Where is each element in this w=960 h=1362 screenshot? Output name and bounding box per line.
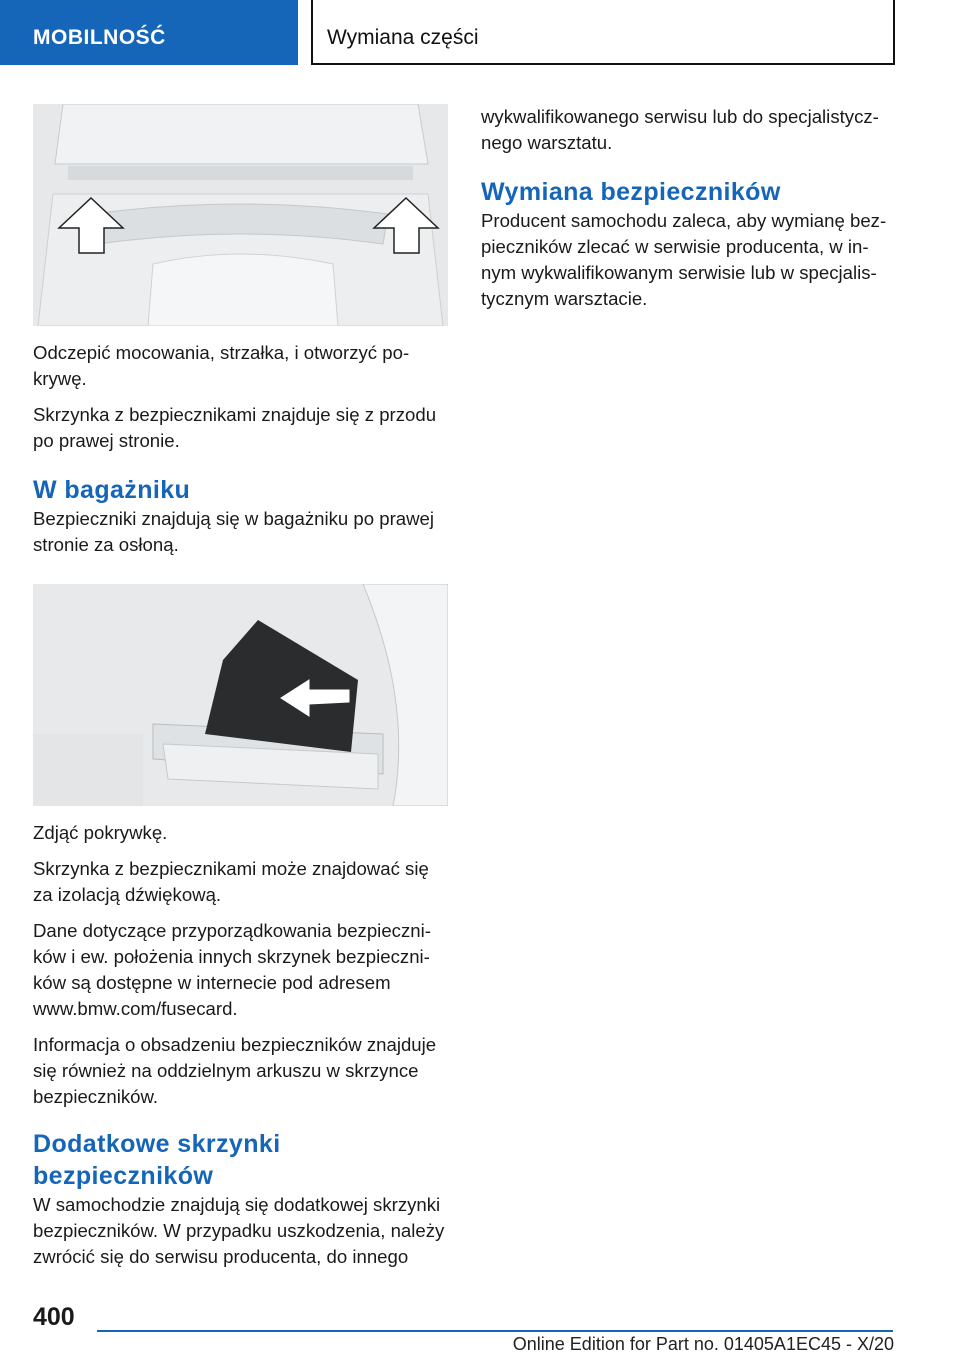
chapter-tab — [311, 0, 895, 65]
text-behind-insulation: Skrzynka z bezpiecznikami może znajdować się za izolacją dźwiękową. — [33, 858, 429, 905]
page-number: 400 — [33, 1303, 75, 1331]
heading-extra-2: bezpieczników — [33, 1162, 214, 1190]
chapter-title: Wymiana części — [327, 26, 479, 49]
section-title: MOBILNOŚĆ — [33, 26, 166, 49]
text-replace-fuses: Producent samochodu zaleca, aby wymianę bez‐pieczników zlecać w serwisie producenta, w in‐nym wykwalifikowanym serwisie lub w specjalis‐tycznym warsztacie. — [481, 210, 887, 309]
figure-cover-clips — [33, 104, 448, 326]
text-fusebox-front: Skrzynka z bezpiecznikami znajduje się z przodu po prawej stronie. — [33, 404, 437, 451]
left-column — [33, 104, 448, 1280]
right-column — [481, 104, 901, 322]
text-trunk-fuses: Bezpieczniki znajdują się w bagażniku po prawej stronie za osłoną. — [33, 508, 435, 555]
figure-trunk-cover — [33, 584, 448, 806]
text-continued: wykwalifikowanego serwisu lub do specjalistycz‐nego warsztatu. — [481, 106, 879, 153]
text-unclip: Odczepić mocowania, strzałka, i otworzyć po‐krywę. — [33, 342, 410, 389]
edition-note: Online Edition for Part no. 01405A1EC45 - X/20 — [512, 1334, 894, 1354]
text-fuse-sheet: Informacja o obsadzeniu bezpieczników znajduje się również na oddzielnym arkuszu w skrzynce bezpieczników. — [33, 1034, 437, 1107]
heading-extra-1: Dodatkowe skrzynki — [33, 1130, 281, 1158]
section-tab — [0, 0, 298, 65]
text-remove-cover: Zdjąć pokrywkę. — [33, 822, 168, 843]
text-fuse-assignment: Dane dotyczące przyporządkowania bezpieczni‐ków i ew. położenia innych skrzynek bezpieczni‐ków są dostępne w internecie pod adresem www.bmw.com/fusecard. — [33, 920, 431, 1019]
footer-divider — [97, 1330, 893, 1332]
text-extra-boxes: W samochodzie znajdują się dodatkowej skrzynki bezpieczników. W przypadku uszkodzenia, należy zwrócić się do serwisu producenta, do innego — [33, 1194, 445, 1267]
heading-replace-fuses: Wymiana bezpieczników — [481, 178, 781, 206]
heading-trunk: W bagażniku — [33, 476, 191, 504]
